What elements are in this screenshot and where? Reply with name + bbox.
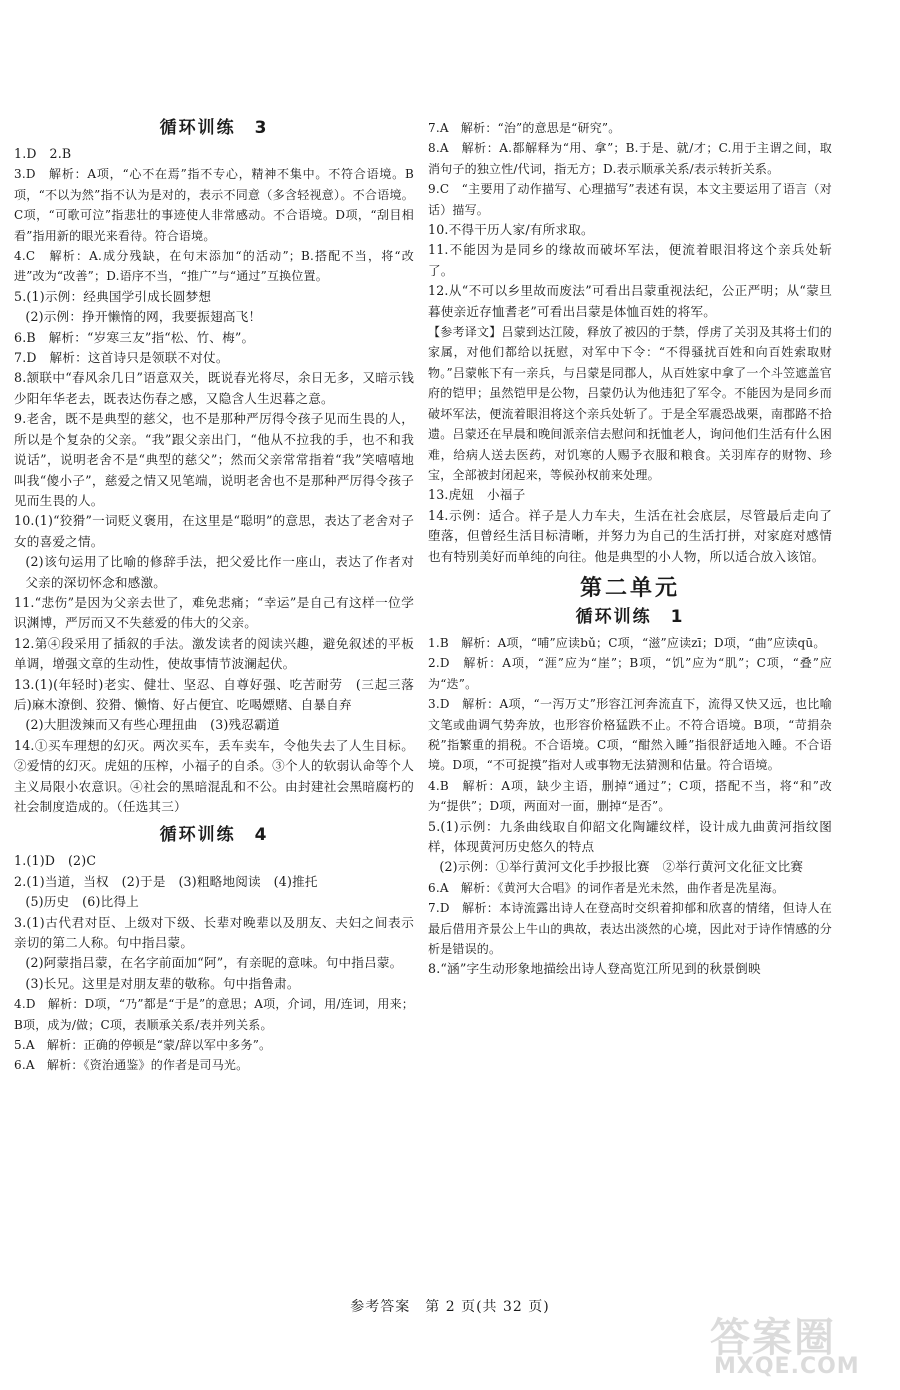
answer-item: 3.D 解析：A项，“一泻万丈”形容江河奔流直下，流得又快又远，也比喻文笔或曲调气势奔放，也形容价格猛跌不止。不符合语境。B项，“苛捐杂税”指繁重的捐税。不合语境。C项，“酣然入睡”指很舒适地入睡。不合语境。D项，“不可捉摸”指对人或事物无法猜测和估量。符合语境。 xyxy=(428,697,832,773)
answer-item: 11.“悲伤”是因为父亲去世了，难免悲痛；“幸运”是自己有这样一位学识渊博，严厉而又不失慈爱的伟大的父亲。 xyxy=(14,594,414,631)
answers-loop-3 xyxy=(14,144,414,817)
answer-item: 7.D 解析：本诗流露出诗人在登高时交织着抑郁和欣喜的情绪，但诗人在最后借用齐景公上牛山的典故，表达出淡然的心境，因此对于诗作情感的分析是错误的。 xyxy=(428,901,832,957)
answer-item: 9.老舍，既不是典型的慈父，也不是那种严厉得令孩子见而生畏的人，所以是个复杂的父亲。“我”跟父亲出门，“他从不拉我的手，也不和我说话”，说明老舍不是“典型的慈父”；然而父亲常常指着“我”笑嘻嘻地叫我“傻小子”，慈爱之情又见笔端，说明老舍也不是那种严厉得令孩子见而生畏的人。 xyxy=(14,411,414,508)
answer-item: 8.颔联中“春风余几日”语意双关，既说春光将尽，余日无多，又暗示钱少阳年华老去，既表达伤春之感，又隐含人生迟暮之意。 xyxy=(14,370,414,406)
answer-item: 2.(1)当道，当权 (2)于是 (3)粗略地阅读 (4)推托 xyxy=(14,873,318,889)
answer-item: 5.(1)示例：九条曲线取自仰韶文化陶罐纹样，设计成九曲黄河指纹图样，体现黄河历史悠久的特点 xyxy=(428,818,832,854)
answer-item: 8.A 解析：A.都解释为“用、拿”；B.于是、就/才；C.用于主谓之间，取消句子的独立性/代词，指无方；D.表示顺承关系/表示转折关系。 xyxy=(428,141,832,176)
answer-item: 8.“涵”字生动形象地描绘出诗人登高览江所见到的秋景倒映 xyxy=(428,961,761,977)
answer-item: 5.A 解析：正确的停顿是“蒙/辞以军中多务”。 xyxy=(14,1038,272,1053)
answer-item: 6.A 解析：《黄河大合唱》的词作者是光未然，曲作者是冼星海。 xyxy=(428,880,785,895)
answer-item: 4.B 解析：A项，缺少主语，删掉“通过”；C项，搭配不当，将“和”改为“提供”；D项，两面对一面，删掉“是否”。 xyxy=(428,778,832,814)
section-title-unit2-loop-1: 循环训练 1 xyxy=(575,606,685,627)
answer-item: 12.第④段采用了插叙的手法。激发读者的阅读兴趣，避免叙述的平板单调，增强文章的生动性，使故事情节波澜起伏。 xyxy=(14,635,414,672)
watermark-logo xyxy=(692,1306,882,1386)
answer-item: (2)大胆泼辣而又有些心理扭曲 (3)残忍霸道 xyxy=(25,717,280,733)
answer-item: (2)该句运用了比喻的修辞手法，把父爱比作一座山，表达了作者对父亲的深切怀念和感激。 xyxy=(25,554,414,590)
answer-item: 14.示例：适合。祥子是人力车夫，生活在社会底层，尽管最后走向了堕落，但曾经生活目标清晰，并努力为自己的生活打拼，对家庭对感情也有特别美好而单纯的向往。他是典型的小人物，所以适合放入该馆。 xyxy=(428,507,832,564)
answer-item: 4.C 解析：A.成分残缺，在句末添加“的活动”；B.搭配不当，将“改进”改为“改善”；D.语序不当，“推广”与“通过”互换位置。 xyxy=(14,249,414,284)
page-footer: 参考答案 第 2 页(共 32 页) xyxy=(350,1299,550,1315)
answers-loop-4-continued xyxy=(428,118,832,567)
answer-item: 6.A 解析：《资治通鉴》的作者是司马光。 xyxy=(14,1058,249,1073)
answer-item: (5)历史 (6)比得上 xyxy=(25,894,139,910)
answers-unit2-loop-1 xyxy=(428,633,832,980)
answer-item: (2)阿蒙指吕蒙，在名字前面加“阿”，有亲昵的意味。句中指吕蒙。 xyxy=(25,955,403,971)
answer-item: (3)长兄。这里是对朋友辈的敬称。句中指鲁肃。 xyxy=(25,975,300,991)
answers-loop-4 xyxy=(14,851,414,1075)
left-column xyxy=(14,112,414,1076)
unit-title: 第二单元 xyxy=(579,575,680,601)
answer-item: (2)示例：①举行黄河文化手抄报比赛 ②举行黄河文化征文比赛 xyxy=(439,859,804,875)
answer-item: 7.A 解析：“治”的意思是“研究”。 xyxy=(428,121,621,135)
reference-translation: 【参考译文】吕蒙到达江陵，释放了被囚的于禁，俘虏了关羽及其将士们的家属，对他们都给以抚慰，对军中下令：“不得骚扰百姓和向百姓索取财物。”吕蒙帐下有一亲兵，与吕蒙是同郡人，从百姓家中拿了一个斗笠遮盖官府的铠甲；虽然铠甲是公物，吕蒙仍认为他违犯了军令。不能因为是同乡而破坏军法，便流着眼泪将这个亲兵处斩了。于是全军震恐战栗，南郡路不拾遗。吕蒙还在早晨和晚间派亲信去慰问和抚恤老人，询问他们生活有什么困难，给病人送去医药，对饥寒的人赐予衣服和粮食。关羽库存的财物、珍宝，全部被封闭起来，等候孙权前来处理。 xyxy=(428,325,832,482)
answer-item: 1.D 2.B xyxy=(14,146,72,161)
answer-item: 11.不能因为是同乡的缘故而破坏军法，便流着眼泪将这个亲兵处斩了。 xyxy=(428,242,832,278)
answer-item: (2)示例：挣开懒惰的网，我要振翅高飞！ xyxy=(25,309,262,325)
section-title-loop-3: 循环训练 3 xyxy=(159,118,269,138)
answer-item: 12.从“不可以乡里故而废法”可看出吕蒙重视法纪，公正严明；从“蒙旦暮使亲近存恤耆老”可看出吕蒙是体恤百姓的将军。 xyxy=(428,283,832,319)
answer-item: 5.(1)示例：经典国学引成长圆梦想 xyxy=(14,288,212,304)
answer-item: 10.不得干历人家/有所求取。 xyxy=(428,222,594,238)
answer-item: 2.D 解析：A项，“涯”应为“崖”；B项，“饥”应为“肌”；C项，“叠”应为“迭”。 xyxy=(428,656,832,691)
answer-item: 9.C “主要用了动作描写、心理描写”表述有误，本文主要运用了语言（对话）描写。 xyxy=(428,182,832,217)
answer-item: 1.(1)D (2)C xyxy=(14,853,97,869)
watermark-text: 答案圈 xyxy=(710,1315,836,1361)
answer-item: 7.D 解析：这首诗只是领联不对仗。 xyxy=(14,350,229,366)
answer-item: 13.(1)(年轻时)老实、健壮、坚忍、自尊好强、吃苦耐劳 (三起三落后)麻木潦倒、狡猾、懒惰、好占便宜、吃喝嫖赌、自暴自弃 xyxy=(14,676,414,712)
answer-item: 14.①买车理想的幻灭。两次买车，丢车卖车，令他失去了人生目标。②爱情的幻灭。虎妞的压榨，小福子的自杀。③个人的软弱认命等个人主义局限小农意识。④社会的黑暗混乱和不公。由封建社会黑暗腐朽的社会制度造成的。（任选其三） xyxy=(14,737,414,814)
answer-item: 13.虎妞 小福子 xyxy=(428,487,526,503)
right-column xyxy=(428,118,832,980)
watermark-url: MXQE.COM xyxy=(714,1354,860,1379)
section-title-loop-4: 循环训练 4 xyxy=(159,825,269,846)
answer-item: 3.(1)古代君对臣、上级对下级、长辈对晚辈以及朋友、夫妇之间表示亲切的第二人称。句中指吕蒙。 xyxy=(14,914,414,951)
answer-item: 6.B 解析：“岁寒三友”指“松、竹、梅”。 xyxy=(14,329,255,345)
answer-item: 1.B 解析：A项，“哺”应读bǔ；C项，“滋”应读zī；D项，“曲”应读qū。 xyxy=(428,635,826,650)
answer-item: 4.D 解析：D项，“乃”都是“于是”的意思；A项，介词，用/连词，用来；B项，成为/做；C项，表顺承关系/表并列关系。 xyxy=(14,997,414,1032)
answer-item: 10.(1)“狡猾”一词贬义褒用，在这里是“聪明”的意思，表达了老舍对子女的喜爱之情。 xyxy=(14,513,414,549)
answer-item: 3.D 解析：A项，“心不在焉”指不专心，精神不集中。不符合语境。B项，“不以为然”指不认为是对的，表示不同意（多含轻视意）。不合语境。C项，“可歌可泣”指悲壮的事迹使人非常感动。不合语境。D项，“刮目相看”指用新的眼光来看待。符合语境。 xyxy=(14,167,414,243)
